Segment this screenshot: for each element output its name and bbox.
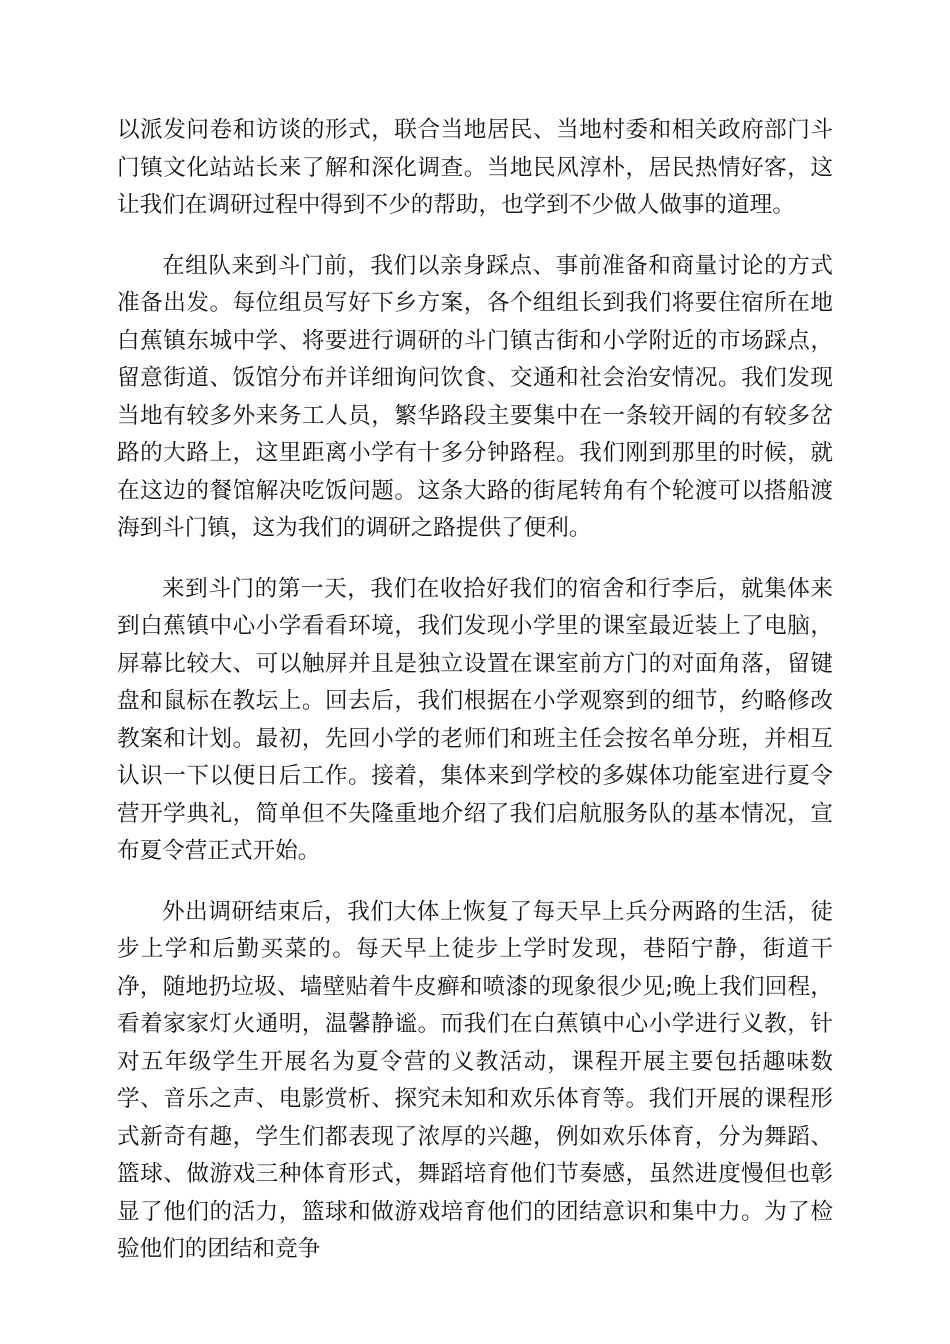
document-body [117, 112, 833, 1292]
paragraph-1: 以派发问卷和访谈的形式，联合当地居民、当地村委和相关政府部门斗门镇文化站站长来了解和深化调查。当地民风淳朴，居民热情好客，这让我们在调研过程中得到不少的帮助，也学到不少做人做事的道理。 [117, 117, 833, 218]
paragraph-2: 在组队来到斗门前，我们以亲身踩点、事前准备和商量讨论的方式准备出发。每位组员写好下乡方案，各个组组长到我们将要住宿所在地白蕉镇东城中学、将要进行调研的斗门镇古街和小学附近的市场踩点，留意街道、饭馆分布并详细询问饮食、交通和社会治安情况。我们发现当地有较多外来务工人员，繁华路段主要集中在一条较开阔的有较多岔路的大路上，这里距离小学有十多分钟路程。我们刚到那里的时候，就在这边的餐馆解决吃饭问题。这条大路的街尾转角有个轮渡可以搭船渡海到斗门镇，这为我们的调研之路提供了便利。 [117, 252, 833, 541]
paragraph-4: 外出调研结束后，我们大体上恢复了每天早上兵分两路的生活，徒步上学和后勤买菜的。每天早上徒步上学时发现，巷陌宁静，街道干净，随地扔垃圾、墙壁贴着牛皮癣和喷漆的现象很少见;晚上我们回程，看着家家灯火通明，温馨静谧。而我们在白蕉镇中心小学进行义教，针对五年级学生开展名为夏令营的义教活动，课程开展主要包括趣味数学、音乐之声、电影赏析、探究未知和欢乐体育等。我们开展的课程形式新奇有趣，学生们都表现了浓厚的兴趣，例如欢乐体育，分为舞蹈、篮球、做游戏三种体育形式，舞蹈培育他们节奏感，虽然进度慢但也彰显了他们的活力，篮球和做游戏培育他们的团结意识和集中力。为了检验他们的团结和竞争 [117, 898, 833, 1262]
paragraph-3: 来到斗门的第一天，我们在收拾好我们的宿舍和行李后，就集体来到白蕉镇中心小学看看环境，我们发现小学里的课室最近装上了电脑，屏幕比较大、可以触屏并且是独立设置在课室前方门的对面角落，留键盘和鼠标在教坛上。回去后，我们根据在小学观察到的细节，约略修改教案和计划。最初，先回小学的老师们和班主任会按名单分班，并相互认识一下以便日后工作。接着，集体来到学校的多媒体功能室进行夏令营开学典礼，简单但不失隆重地介绍了我们启航服务队的基本情况，宣布夏令营正式开始。 [117, 575, 833, 864]
